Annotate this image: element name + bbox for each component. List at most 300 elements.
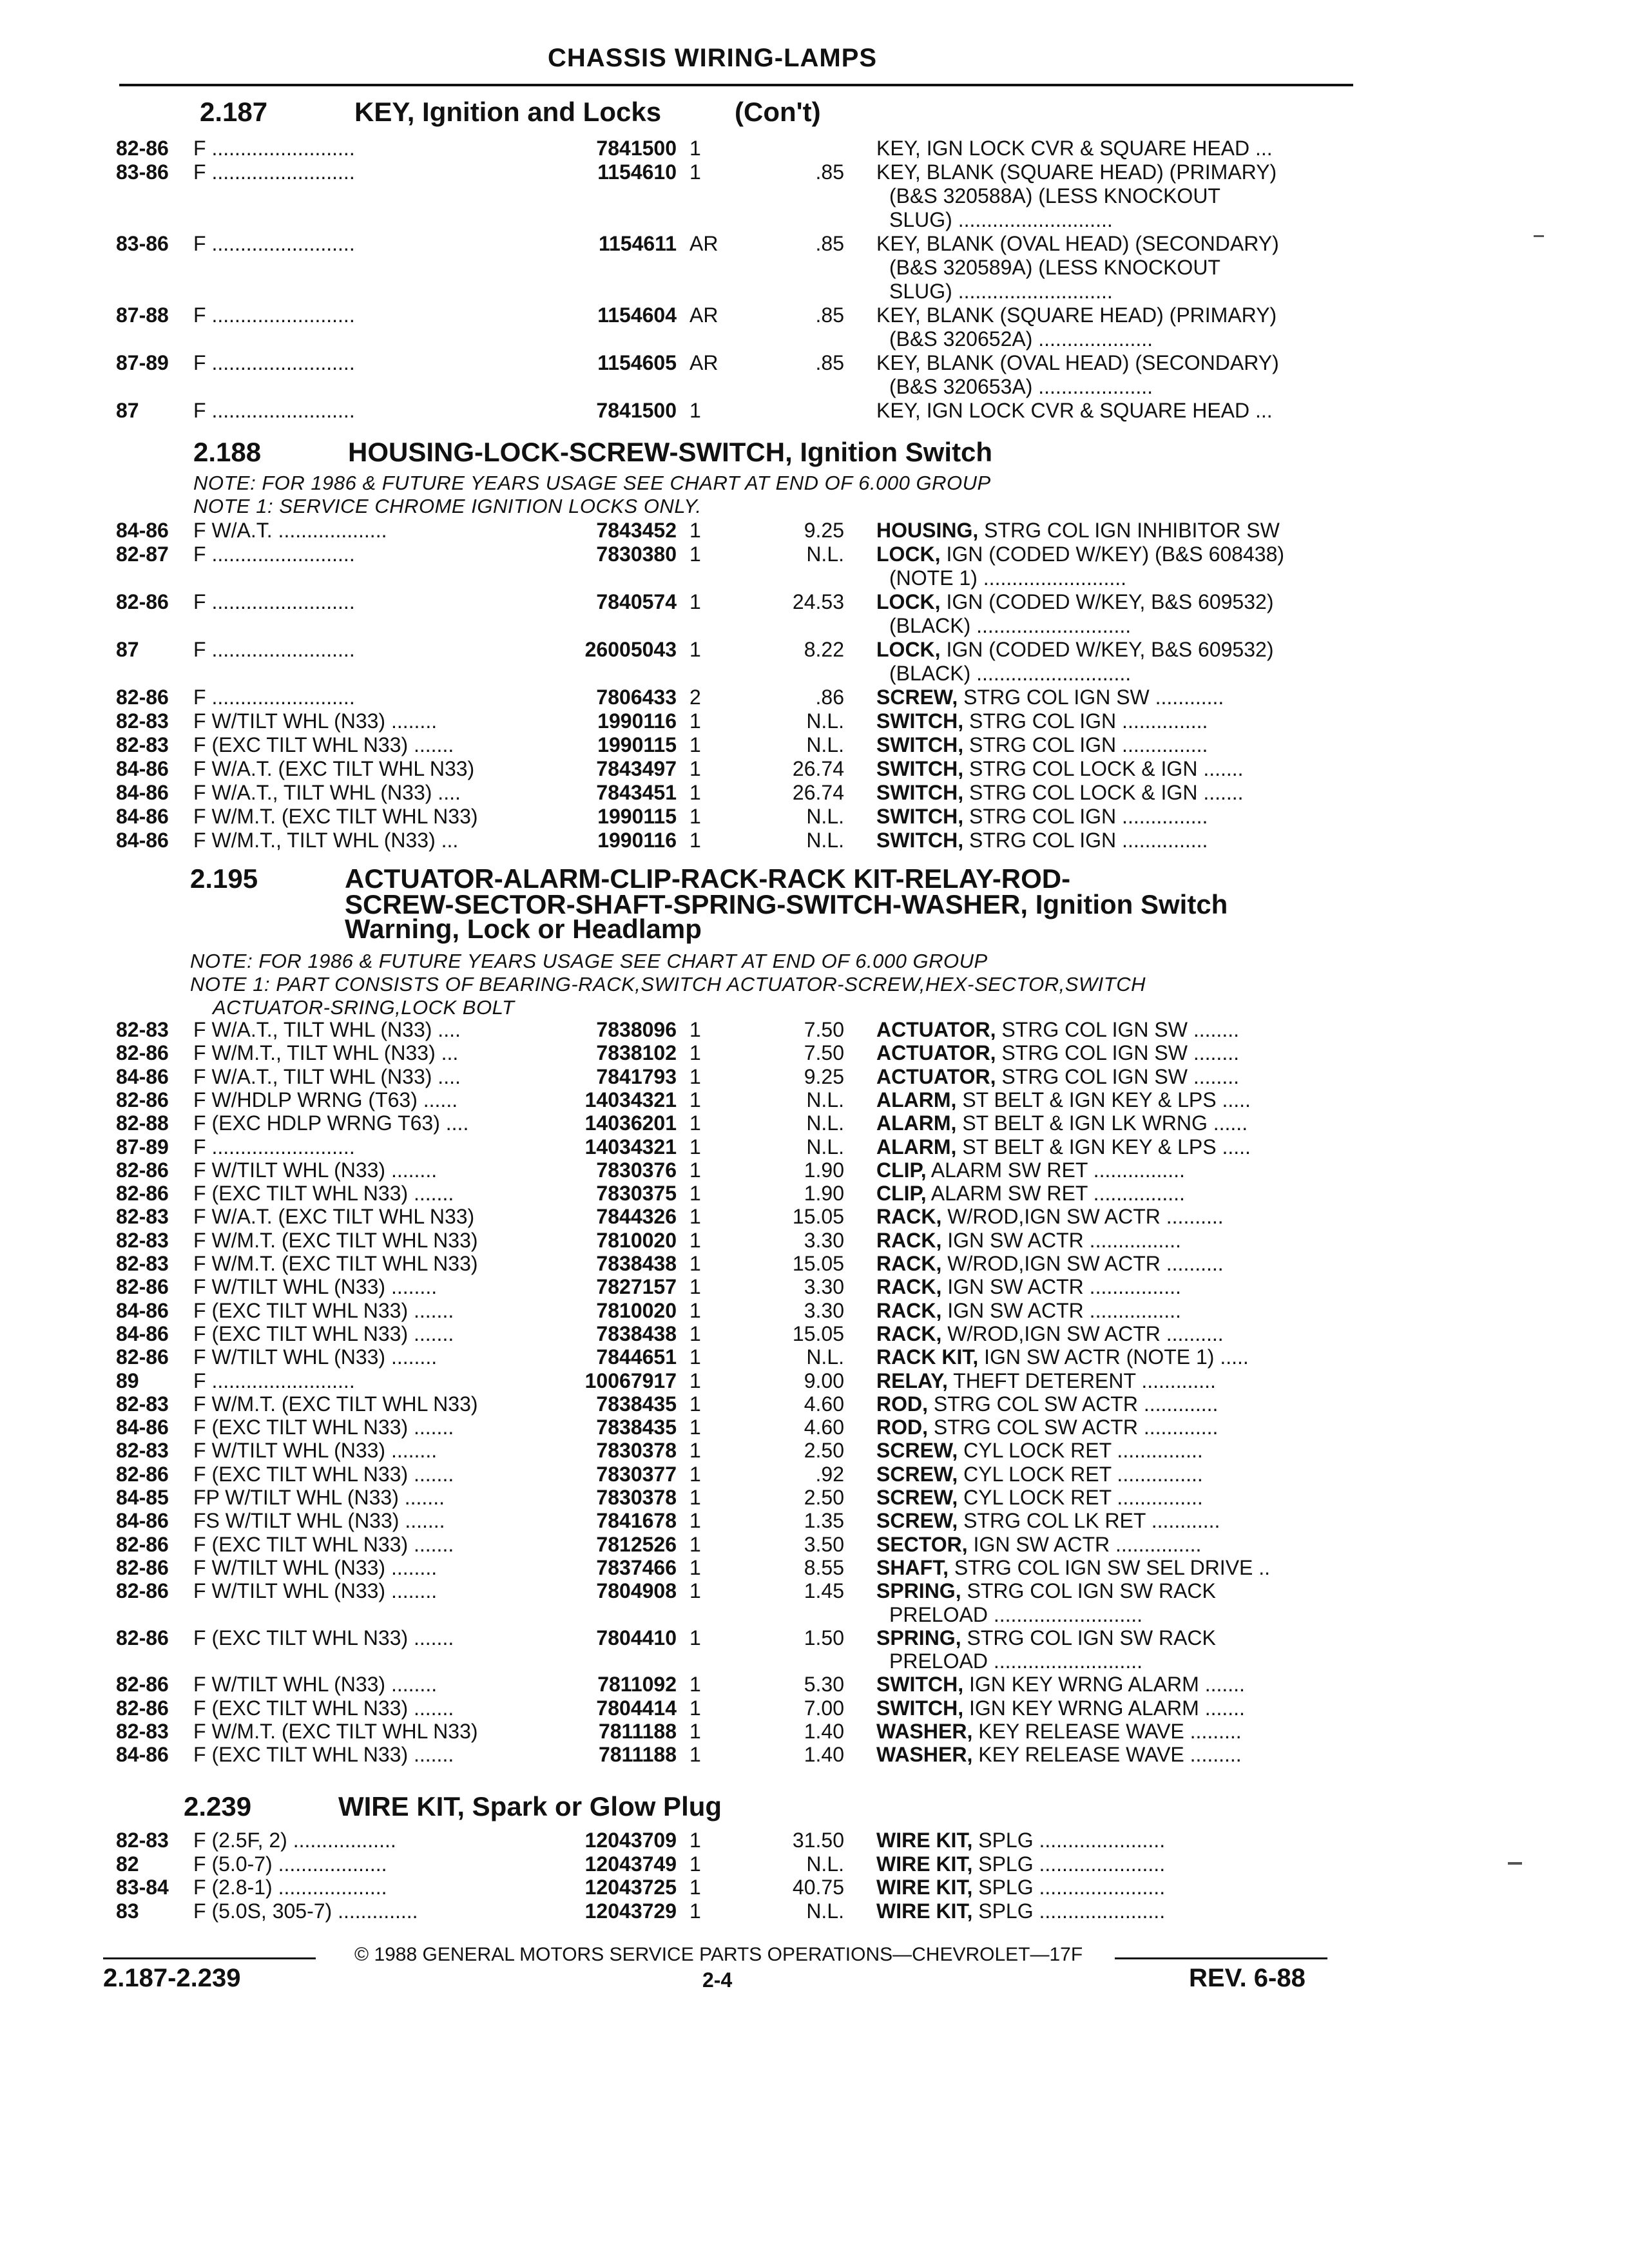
quantity: AR	[689, 351, 718, 374]
part-name-keyword: SWITCH,	[876, 829, 964, 852]
part-row	[0, 1486, 1629, 1509]
part-row	[0, 1275, 1629, 1298]
application-desc: F (EXC TILT WHL N33) .......	[193, 1743, 454, 1767]
part-row	[0, 1135, 1629, 1158]
price: 15.05	[792, 1321, 844, 1345]
part-name-keyword: SHAFT,	[876, 1555, 949, 1579]
model-years: 82-86	[116, 1555, 169, 1579]
application-desc: F W/TILT WHL (N33) ........	[193, 1345, 438, 1369]
quantity: 1	[689, 1369, 701, 1392]
part-name-keyword: RACK,	[876, 1321, 942, 1345]
part-name-detail: ST BELT & IGN LK WRNG ......	[956, 1111, 1248, 1135]
price: N.L.	[806, 1899, 844, 1923]
application-desc: F W/M.T. (EXC TILT WHL N33)	[193, 1392, 478, 1416]
application-desc: F (EXC TILT WHL N33) .......	[193, 1182, 454, 1206]
price: 40.75	[792, 1876, 844, 1899]
part-name-detail: CYL LOCK RET ...............	[958, 1462, 1203, 1486]
section-number: 2.187	[200, 97, 268, 127]
part-name-detail: IGN SW ACTR ................	[941, 1275, 1181, 1299]
part-row	[0, 1111, 1629, 1135]
quantity: 1	[689, 1579, 701, 1603]
part-name-detail: KEY, IGN LOCK CVR & SQUARE HEAD ...	[876, 399, 1273, 422]
price: .85	[815, 351, 844, 374]
part-number: 7838435	[596, 1392, 677, 1416]
price: 1.40	[804, 1720, 844, 1743]
part-name	[876, 1111, 1248, 1135]
model-years: 83	[116, 1899, 139, 1923]
part-name	[876, 1065, 1239, 1089]
part-name-keyword: WIRE KIT,	[876, 1876, 973, 1899]
model-years: 82-86	[116, 686, 169, 709]
part-number: 7843452	[596, 519, 677, 542]
price: 7.00	[804, 1696, 844, 1720]
application-desc: F (EXC TILT WHL N33) .......	[193, 1462, 454, 1486]
section-title-line: ACTUATOR-ALARM-CLIP-RACK-RACK KIT-RELAY-ROD-	[345, 863, 1071, 894]
part-name	[876, 1416, 1218, 1439]
part-name	[876, 543, 1284, 566]
part-row	[0, 137, 1629, 160]
section-title: WIRE KIT, Spark or Glow Plug	[338, 1791, 722, 1821]
part-name	[876, 1345, 1249, 1369]
model-years: 82-86	[116, 1462, 169, 1486]
part-name	[876, 1322, 1224, 1346]
part-number: 1154605	[597, 351, 677, 374]
quantity: 1	[689, 1158, 701, 1182]
quantity: 1	[689, 137, 701, 160]
model-years: 82-86	[116, 1182, 169, 1206]
part-number: 7838096	[596, 1018, 677, 1041]
application-desc: F .........................	[193, 1369, 355, 1392]
quantity: 1	[689, 399, 701, 422]
part-name-detail: W/ROD,IGN SW ACTR ..........	[941, 1205, 1224, 1229]
part-name-continuation: (B&S 320588A) (LESS KNOCKOUT	[889, 184, 1220, 207]
section-number: 2.239	[184, 1791, 252, 1821]
price: 1.50	[804, 1626, 844, 1649]
price: 15.05	[792, 1252, 844, 1275]
part-number: 7837466	[596, 1555, 677, 1579]
model-years: 87	[116, 399, 139, 422]
quantity: 1	[689, 757, 701, 780]
price: N.L.	[806, 709, 844, 733]
part-number: 7838438	[596, 1321, 677, 1345]
application-desc: F W/A.T. (EXC TILT WHL N33)	[193, 757, 475, 780]
part-name-keyword: SCREW,	[876, 686, 958, 709]
part-name-detail: ALARM SW RET ................	[926, 1158, 1185, 1182]
model-years: 89	[116, 1369, 139, 1392]
part-name-detail: IGN KEY WRNG ALARM .......	[963, 1696, 1245, 1720]
part-name-continuation: (BLACK) ...........................	[889, 662, 1132, 685]
part-name	[876, 1135, 1251, 1159]
quantity: 1	[689, 733, 701, 756]
part-name	[876, 1533, 1201, 1557]
part-name	[876, 1018, 1239, 1042]
application-desc: F .........................	[193, 160, 355, 184]
application-desc: F .........................	[193, 686, 355, 709]
part-name-continuation: (B&S 320589A) (LESS KNOCKOUT	[889, 256, 1220, 279]
part-name-detail: SPLG ......................	[972, 1876, 1166, 1899]
part-row	[0, 781, 1629, 804]
part-name-keyword: RACK,	[876, 1298, 942, 1322]
price: N.L.	[806, 1345, 844, 1369]
quantity: 1	[689, 1876, 701, 1899]
price: 3.30	[804, 1275, 844, 1299]
model-years: 87	[116, 638, 139, 661]
part-name-keyword: SCREW,	[876, 1439, 958, 1463]
part-name-keyword: RACK,	[876, 1252, 942, 1275]
part-row	[0, 160, 1629, 184]
part-name-keyword: SCREW,	[876, 1509, 958, 1533]
model-years: 82	[116, 1852, 139, 1876]
part-number: 7806433	[596, 686, 677, 709]
application-desc: F W/M.T. (EXC TILT WHL N33)	[193, 1228, 478, 1252]
part-number: 7810020	[596, 1228, 677, 1252]
part-name-detail: STRG COL LOCK & IGN .......	[963, 781, 1244, 804]
application-desc: F W/M.T. (EXC TILT WHL N33)	[193, 1720, 478, 1743]
application-desc: F .........................	[193, 351, 355, 374]
quantity: 1	[689, 1673, 701, 1696]
part-number: 1990116	[597, 709, 677, 733]
part-name	[876, 399, 1273, 423]
part-number: 7843451	[596, 781, 677, 804]
part-number: 7830375	[596, 1182, 677, 1206]
application-desc: F W/TILT WHL (N33) ........	[193, 1275, 438, 1299]
model-years: 82-86	[116, 137, 169, 160]
part-number: 7804410	[596, 1626, 677, 1649]
quantity: 1	[689, 519, 701, 542]
part-row	[0, 709, 1629, 733]
part-number: 12043749	[584, 1852, 677, 1876]
price: 5.30	[804, 1673, 844, 1696]
part-name	[876, 1369, 1216, 1393]
part-name	[876, 1088, 1251, 1112]
application-desc: F .........................	[193, 590, 355, 613]
application-desc: F W/TILT WHL (N33) ........	[193, 1673, 438, 1696]
part-name	[876, 1509, 1220, 1533]
section-number: 2.195	[190, 863, 258, 894]
price: 3.30	[804, 1228, 844, 1252]
model-years: 82-86	[116, 1345, 169, 1369]
scan-mark	[1508, 1862, 1522, 1865]
price: 9.25	[804, 1064, 844, 1088]
part-name-keyword: WASHER,	[876, 1720, 973, 1743]
part-number: 12043725	[584, 1876, 677, 1899]
part-name-keyword: HOUSING,	[876, 519, 979, 542]
application-desc: F .........................	[193, 1135, 355, 1158]
model-years: 82-86	[116, 1696, 169, 1720]
quantity: 1	[689, 1439, 701, 1463]
part-name-detail: CYL LOCK RET ...............	[958, 1439, 1203, 1463]
part-number: 10067917	[584, 1369, 677, 1392]
part-name	[876, 1439, 1203, 1463]
application-desc: FS W/TILT WHL (N33) .......	[193, 1509, 445, 1533]
price: N.L.	[806, 1135, 844, 1158]
part-name-keyword: SWITCH,	[876, 1673, 964, 1696]
part-row	[0, 1229, 1629, 1252]
quantity: 1	[689, 1829, 701, 1852]
application-desc: F (EXC TILT WHL N33) .......	[193, 1321, 454, 1345]
application-desc: F (EXC TILT WHL N33) .......	[193, 733, 454, 756]
part-number: 26005043	[584, 638, 677, 661]
part-number: 7843497	[596, 757, 677, 780]
price: 1.35	[804, 1509, 844, 1533]
section-note: NOTE 1: SERVICE CHROME IGNITION LOCKS ONLY.	[193, 495, 702, 517]
model-years: 82-86	[116, 590, 169, 613]
section-note: NOTE: FOR 1986 & FUTURE YEARS USAGE SEE CHART AT END OF 6.000 GROUP	[190, 950, 988, 972]
part-name-detail: KEY, IGN LOCK CVR & SQUARE HEAD ...	[876, 137, 1273, 160]
application-desc: FP W/TILT WHL (N33) .......	[193, 1486, 445, 1509]
application-desc: F W/TILT WHL (N33) ........	[193, 1158, 438, 1182]
part-row	[0, 1626, 1629, 1649]
part-name-keyword: LOCK,	[876, 590, 941, 613]
part-number: 1154610	[597, 160, 677, 184]
model-years: 82-83	[116, 1829, 169, 1852]
part-name-keyword: ALARM,	[876, 1111, 957, 1135]
quantity: 1	[689, 1182, 701, 1206]
part-name-keyword: ALARM,	[876, 1088, 957, 1111]
section-note: ACTUATOR-SRING,LOCK BOLT	[213, 996, 515, 1019]
part-name	[876, 1463, 1203, 1486]
part-name-keyword: CLIP,	[876, 1182, 927, 1206]
part-number: 7810020	[596, 1298, 677, 1322]
model-years: 83-86	[116, 160, 169, 184]
part-name	[876, 1158, 1185, 1182]
quantity: 1	[689, 1018, 701, 1041]
part-number: 7841500	[596, 399, 677, 422]
part-number: 7804908	[596, 1579, 677, 1603]
price: N.L.	[806, 1111, 844, 1135]
part-row	[0, 1041, 1629, 1064]
application-desc: F W/A.T., TILT WHL (N33) ....	[193, 1018, 461, 1041]
part-row	[0, 1182, 1629, 1205]
part-name-keyword: WIRE KIT,	[876, 1829, 973, 1852]
quantity: 1	[689, 1205, 701, 1229]
quantity: 1	[689, 1392, 701, 1416]
part-number: 7841500	[596, 137, 677, 160]
quantity: 1	[689, 1064, 701, 1088]
quantity: 1	[689, 1509, 701, 1533]
section-title: HOUSING-LOCK-SCREW-SWITCH, Ignition Switch	[348, 437, 993, 467]
part-name-detail: THEFT DETERENT .............	[947, 1369, 1216, 1392]
part-name-keyword: SWITCH,	[876, 781, 964, 804]
part-name	[876, 1299, 1181, 1323]
part-row	[0, 829, 1629, 852]
model-years: 82-83	[116, 709, 169, 733]
part-name-detail: IGN SW ACTR ................	[941, 1298, 1181, 1322]
model-years: 82-83	[116, 1392, 169, 1416]
part-name-keyword: ACTUATOR,	[876, 1041, 996, 1065]
part-name-detail: STRG COL IGN SW ........	[996, 1064, 1239, 1088]
price: N.L.	[806, 1088, 844, 1111]
part-name-keyword: ROD,	[876, 1416, 928, 1439]
part-row	[0, 1392, 1629, 1416]
part-name-keyword: SWITCH,	[876, 805, 964, 828]
part-name-continuation: (NOTE 1) .........................	[889, 566, 1127, 590]
part-row	[0, 1899, 1629, 1923]
part-name	[876, 1392, 1218, 1416]
footer-page-number: 2-4	[702, 1968, 733, 1992]
part-row	[0, 757, 1629, 780]
price: 2.50	[804, 1486, 844, 1509]
part-name-detail: IGN KEY WRNG ALARM .......	[963, 1673, 1245, 1696]
part-row	[0, 1829, 1629, 1852]
part-name	[876, 160, 1277, 184]
part-number: 7811092	[597, 1673, 677, 1696]
part-number: 7830376	[596, 1158, 677, 1182]
part-name	[876, 638, 1273, 662]
price: N.L.	[806, 829, 844, 852]
model-years: 82-86	[116, 1275, 169, 1299]
part-name-detail: STRG COL IGN ...............	[963, 709, 1208, 733]
section-note: NOTE: FOR 1986 & FUTURE YEARS USAGE SEE CHART AT END OF 6.000 GROUP	[193, 472, 991, 494]
price: .85	[815, 303, 844, 327]
part-row	[0, 590, 1629, 613]
price: N.L.	[806, 543, 844, 566]
part-name-detail: STRG COL IGN SW ............	[958, 686, 1224, 709]
footer-copyright: © 1988 GENERAL MOTORS SERVICE PARTS OPERATIONS—CHEVROLET—17F	[354, 1944, 1083, 1965]
application-desc: F W/M.T. (EXC TILT WHL N33)	[193, 805, 478, 828]
price: 9.00	[804, 1369, 844, 1392]
part-name-keyword: WIRE KIT,	[876, 1852, 973, 1876]
part-row	[0, 686, 1629, 709]
quantity: 1	[689, 1275, 701, 1299]
part-row	[0, 303, 1629, 327]
quantity: 2	[689, 686, 701, 709]
part-name-keyword: WIRE KIT,	[876, 1899, 973, 1923]
part-row	[0, 1299, 1629, 1322]
quantity: 1	[689, 1852, 701, 1876]
price: 1.40	[804, 1743, 844, 1767]
part-row	[0, 805, 1629, 828]
application-desc: F (2.8-1) ...................	[193, 1876, 387, 1899]
quantity: 1	[689, 160, 701, 184]
quantity: 1	[689, 1041, 701, 1065]
part-row	[0, 543, 1629, 566]
application-desc: F W/TILT WHL (N33) ........	[193, 1579, 438, 1603]
price: 26.74	[792, 757, 844, 780]
application-desc: F (EXC HDLP WRNG T63) ....	[193, 1111, 469, 1135]
part-row	[0, 1322, 1629, 1345]
part-number: 7830378	[596, 1486, 677, 1509]
quantity: 1	[689, 1228, 701, 1252]
model-years: 87-89	[116, 351, 169, 374]
quantity: 1	[689, 1252, 701, 1275]
part-number: 1990115	[597, 733, 677, 756]
part-row	[0, 1065, 1629, 1088]
model-years: 84-86	[116, 757, 169, 780]
part-name-detail: KEY RELEASE WAVE .........	[972, 1743, 1242, 1767]
price: 2.50	[804, 1439, 844, 1463]
part-name-keyword: RACK,	[876, 1205, 942, 1229]
part-row	[0, 1345, 1629, 1369]
part-name	[876, 829, 1208, 852]
part-name	[876, 1876, 1165, 1899]
part-number: 14034321	[584, 1135, 677, 1158]
part-name-keyword: SWITCH,	[876, 1696, 964, 1720]
price: N.L.	[806, 1852, 844, 1876]
part-name-continuation: (BLACK) ...........................	[889, 614, 1132, 637]
price: 8.55	[804, 1555, 844, 1579]
model-years: 82-86	[116, 1088, 169, 1111]
price: N.L.	[806, 805, 844, 828]
part-name-keyword: ALARM,	[876, 1135, 957, 1158]
model-years: 84-86	[116, 1509, 169, 1533]
model-years: 84-86	[116, 1416, 169, 1439]
model-years: 84-86	[116, 1321, 169, 1345]
part-number: 7844326	[596, 1205, 677, 1229]
part-name	[876, 1486, 1203, 1510]
part-number: 14034321	[584, 1088, 677, 1111]
part-name-continuation: PRELOAD ..........................	[889, 1602, 1142, 1626]
price: 4.60	[804, 1416, 844, 1439]
application-desc: F W/TILT WHL (N33) ........	[193, 1439, 438, 1463]
part-name-keyword: SPRING,	[876, 1579, 961, 1603]
application-desc: F (EXC TILT WHL N33) .......	[193, 1416, 454, 1439]
part-name	[876, 757, 1244, 781]
section-continued: (Con't)	[735, 97, 821, 127]
application-desc: F (5.0S, 305-7) ..............	[193, 1899, 418, 1923]
part-name-detail: STRG COL LK RET ............	[958, 1509, 1220, 1533]
price: .92	[815, 1462, 844, 1486]
application-desc: F (2.5F, 2) ..................	[193, 1829, 396, 1852]
model-years: 87-88	[116, 303, 169, 327]
footer-group-range: 2.187-2.239	[103, 1964, 241, 1992]
model-years: 87-89	[116, 1135, 169, 1158]
part-name-keyword: SWITCH,	[876, 709, 964, 733]
part-name-keyword: ACTUATOR,	[876, 1018, 996, 1041]
part-name	[876, 1252, 1224, 1276]
part-name-keyword: SWITCH,	[876, 733, 964, 756]
part-number: 1990116	[597, 829, 677, 852]
section-note: NOTE 1: PART CONSISTS OF BEARING-RACK,SWITCH ACTUATOR-SCREW,HEX-SECTOR,SWITCH	[190, 973, 1146, 995]
part-name-detail: STRG COL SW ACTR .............	[928, 1392, 1219, 1416]
quantity: 1	[689, 1555, 701, 1579]
quantity: 1	[689, 590, 701, 613]
part-name	[876, 1182, 1185, 1206]
part-name-keyword: RACK,	[876, 1228, 942, 1252]
quantity: 1	[689, 1626, 701, 1649]
part-name-keyword: RELAY,	[876, 1369, 948, 1392]
part-name-detail: SPLG ......................	[972, 1829, 1166, 1852]
part-row	[0, 1158, 1629, 1182]
part-name	[876, 232, 1279, 256]
price: 15.05	[792, 1205, 844, 1229]
part-name-detail: STRG COL IGN SW RACK	[961, 1626, 1216, 1649]
quantity: 1	[689, 1345, 701, 1369]
price: 26.74	[792, 781, 844, 804]
part-name-detail: KEY, BLANK (SQUARE HEAD) (PRIMARY)	[876, 303, 1277, 327]
part-name-continuation: (B&S 320652A) ....................	[889, 327, 1153, 351]
application-desc: F W/A.T., TILT WHL (N33) ....	[193, 781, 461, 804]
part-number: 7830377	[596, 1462, 677, 1486]
model-years: 84-86	[116, 805, 169, 828]
part-row	[0, 1696, 1629, 1720]
model-years: 82-83	[116, 1439, 169, 1463]
quantity: AR	[689, 303, 718, 327]
application-desc: F (5.0-7) ...................	[193, 1852, 387, 1876]
part-name	[876, 709, 1208, 733]
part-name-detail: STRG COL IGN INHIBITOR SW	[978, 519, 1280, 542]
part-name-detail: STRG COL IGN SW ........	[996, 1018, 1239, 1041]
price: .86	[815, 686, 844, 709]
part-row	[0, 399, 1629, 422]
part-name-keyword: RACK,	[876, 1275, 942, 1299]
part-name	[876, 1626, 1216, 1650]
quantity: 1	[689, 829, 701, 852]
part-name-detail: SPLG ......................	[972, 1899, 1166, 1923]
model-years: 82-83	[116, 1018, 169, 1041]
part-name	[876, 590, 1273, 614]
part-name	[876, 1556, 1270, 1580]
